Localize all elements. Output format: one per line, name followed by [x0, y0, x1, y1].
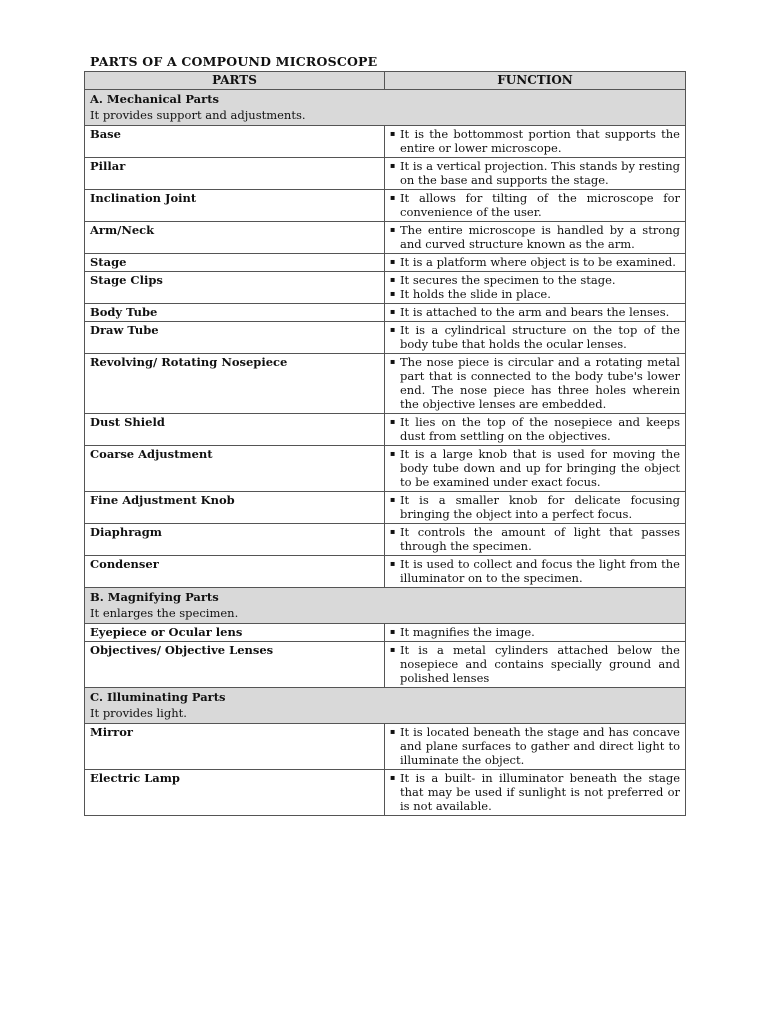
part-name-cell: Objectives/ Objective Lenses — [85, 642, 385, 688]
function-cell — [385, 126, 686, 158]
table-body — [85, 90, 686, 816]
function-text: It is a smaller knob for delicate focusing bringing the object into a perfect focus. — [400, 493, 680, 521]
bullet-icon: ▪ — [390, 559, 396, 568]
part-name-cell: Diaphragm — [85, 524, 385, 556]
table-row — [85, 492, 686, 524]
function-item — [390, 223, 680, 251]
function-cell — [385, 304, 686, 322]
function-text: It is a cylindrical structure on the top of the body tube that holds the ocular lenses. — [400, 323, 680, 351]
function-item — [390, 355, 680, 411]
table-row — [85, 724, 686, 770]
function-item — [390, 493, 680, 521]
table-row — [85, 556, 686, 588]
part-name-cell: Draw Tube — [85, 322, 385, 354]
table-row — [85, 254, 686, 272]
column-header-function: FUNCTION — [385, 72, 686, 90]
section-description: It provides support and adjustments. — [90, 108, 306, 122]
section-description: It provides light. — [90, 706, 187, 720]
part-name-cell: Base — [85, 126, 385, 158]
table-row — [85, 304, 686, 322]
table-row — [85, 642, 686, 688]
function-item — [390, 159, 680, 187]
part-name-cell: Revolving/ Rotating Nosepiece — [85, 354, 385, 414]
bullet-icon: ▪ — [390, 727, 396, 736]
table-header-row — [85, 72, 686, 90]
function-cell — [385, 446, 686, 492]
function-cell — [385, 524, 686, 556]
function-cell — [385, 556, 686, 588]
table-row — [85, 190, 686, 222]
part-name-cell: Stage — [85, 254, 385, 272]
function-text: It magnifies the image. — [400, 625, 535, 639]
function-item — [390, 643, 680, 685]
function-list — [390, 447, 680, 489]
function-text: It lies on the top of the nosepiece and keeps dust from settling on the objectives. — [400, 415, 680, 443]
function-cell — [385, 254, 686, 272]
part-name-cell: Eyepiece or Ocular lens — [85, 624, 385, 642]
function-list — [390, 323, 680, 351]
function-list — [390, 355, 680, 411]
table-row — [85, 126, 686, 158]
function-list — [390, 643, 680, 685]
part-name-cell: Fine Adjustment Knob — [85, 492, 385, 524]
function-item — [390, 255, 680, 269]
function-list — [390, 159, 680, 187]
table-row — [85, 272, 686, 304]
function-cell — [385, 354, 686, 414]
section-row — [85, 90, 686, 126]
function-text: It is located beneath the stage and has concave and plane surfaces to gather and direct light to illuminate the object. — [400, 725, 680, 767]
table-row — [85, 446, 686, 492]
bullet-icon: ▪ — [390, 357, 396, 366]
function-list — [390, 273, 680, 301]
bullet-icon: ▪ — [390, 325, 396, 334]
part-name-cell: Condenser — [85, 556, 385, 588]
bullet-icon: ▪ — [390, 417, 396, 426]
section-heading: A. Mechanical Parts — [90, 92, 219, 106]
function-text: It secures the specimen to the stage. — [400, 273, 616, 287]
part-name-cell: Stage Clips — [85, 272, 385, 304]
bullet-icon: ▪ — [390, 193, 396, 202]
function-list — [390, 771, 680, 813]
bullet-icon: ▪ — [390, 449, 396, 458]
section-header-cell — [85, 688, 686, 724]
function-list — [390, 255, 680, 269]
function-item — [390, 415, 680, 443]
part-name-cell: Electric Lamp — [85, 770, 385, 816]
function-text: The nose piece is circular and a rotating metal part that is connected to the body tube's lower end. The nose piece has three holes wherein the objective lenses are embedded. — [400, 355, 680, 411]
bullet-icon: ▪ — [390, 289, 396, 298]
function-text: The entire microscope is handled by a strong and curved structure known as the arm. — [400, 223, 680, 251]
function-list — [390, 415, 680, 443]
function-text: It is used to collect and focus the light from the illuminator on to the specimen. — [400, 557, 680, 585]
function-cell — [385, 222, 686, 254]
function-cell — [385, 158, 686, 190]
function-list — [390, 127, 680, 155]
table-row — [85, 158, 686, 190]
bullet-icon: ▪ — [390, 527, 396, 536]
function-cell — [385, 272, 686, 304]
function-text: It is a vertical projection. This stands by resting on the base and supports the stage. — [400, 159, 680, 187]
function-item — [390, 305, 680, 319]
table-row — [85, 414, 686, 446]
section-row — [85, 688, 686, 724]
function-item — [390, 771, 680, 813]
column-header-parts: PARTS — [85, 72, 385, 90]
bullet-icon: ▪ — [390, 225, 396, 234]
section-description: It enlarges the specimen. — [90, 606, 239, 620]
part-name-cell: Inclination Joint — [85, 190, 385, 222]
table-row — [85, 322, 686, 354]
function-text: It is attached to the arm and bears the lenses. — [400, 305, 670, 319]
bullet-icon: ▪ — [390, 495, 396, 504]
function-text: It allows for tilting of the microscope for convenience of the user. — [400, 191, 680, 219]
function-item — [390, 323, 680, 351]
bullet-icon: ▪ — [390, 257, 396, 266]
part-name-cell: Mirror — [85, 724, 385, 770]
function-text: It is a large knob that is used for moving the body tube down and up for bringing the object to be examined under exact focus. — [400, 447, 680, 489]
part-name-cell: Arm/Neck — [85, 222, 385, 254]
function-text: It is a platform where object is to be examined. — [400, 255, 676, 269]
bullet-icon: ▪ — [390, 275, 396, 284]
function-cell — [385, 322, 686, 354]
bullet-icon: ▪ — [390, 307, 396, 316]
function-item — [390, 191, 680, 219]
function-item — [390, 273, 680, 287]
function-cell — [385, 724, 686, 770]
function-list — [390, 557, 680, 585]
function-list — [390, 191, 680, 219]
table-row — [85, 770, 686, 816]
section-header-cell — [85, 588, 686, 624]
function-cell — [385, 190, 686, 222]
document-title: PARTS OF A COMPOUND MICROSCOPE — [90, 54, 378, 69]
function-item — [390, 447, 680, 489]
function-cell — [385, 642, 686, 688]
bullet-icon: ▪ — [390, 773, 396, 782]
function-cell — [385, 492, 686, 524]
function-item — [390, 287, 680, 301]
table-row — [85, 524, 686, 556]
function-list — [390, 725, 680, 767]
section-heading: C. Illuminating Parts — [90, 690, 226, 704]
part-name-cell: Body Tube — [85, 304, 385, 322]
function-list — [390, 625, 680, 639]
table-row — [85, 222, 686, 254]
part-name-cell: Pillar — [85, 158, 385, 190]
section-header-cell — [85, 90, 686, 126]
function-item — [390, 525, 680, 553]
function-list — [390, 525, 680, 553]
function-item — [390, 725, 680, 767]
part-name-cell: Coarse Adjustment — [85, 446, 385, 492]
function-text: It is a built- in illuminator beneath the stage that may be used if sunlight is not preferred or is not available. — [400, 771, 680, 813]
table-row — [85, 624, 686, 642]
function-item — [390, 557, 680, 585]
function-text: It holds the slide in place. — [400, 287, 551, 301]
function-cell — [385, 770, 686, 816]
function-list — [390, 493, 680, 521]
function-cell — [385, 624, 686, 642]
bullet-icon: ▪ — [390, 161, 396, 170]
function-text: It is a metal cylinders attached below the nosepiece and contains specially ground and polished lenses — [400, 643, 680, 685]
table-row — [85, 354, 686, 414]
parts-function-table — [84, 71, 686, 816]
bullet-icon: ▪ — [390, 645, 396, 654]
function-text: It controls the amount of light that passes through the specimen. — [400, 525, 680, 553]
part-name-cell: Dust Shield — [85, 414, 385, 446]
section-row — [85, 588, 686, 624]
function-list — [390, 223, 680, 251]
section-heading: B. Magnifying Parts — [90, 590, 219, 604]
function-item — [390, 127, 680, 155]
bullet-icon: ▪ — [390, 129, 396, 138]
function-text: It is the bottommost portion that supports the entire or lower microscope. — [400, 127, 680, 155]
bullet-icon: ▪ — [390, 627, 396, 636]
function-list — [390, 305, 680, 319]
function-item — [390, 625, 680, 639]
function-cell — [385, 414, 686, 446]
